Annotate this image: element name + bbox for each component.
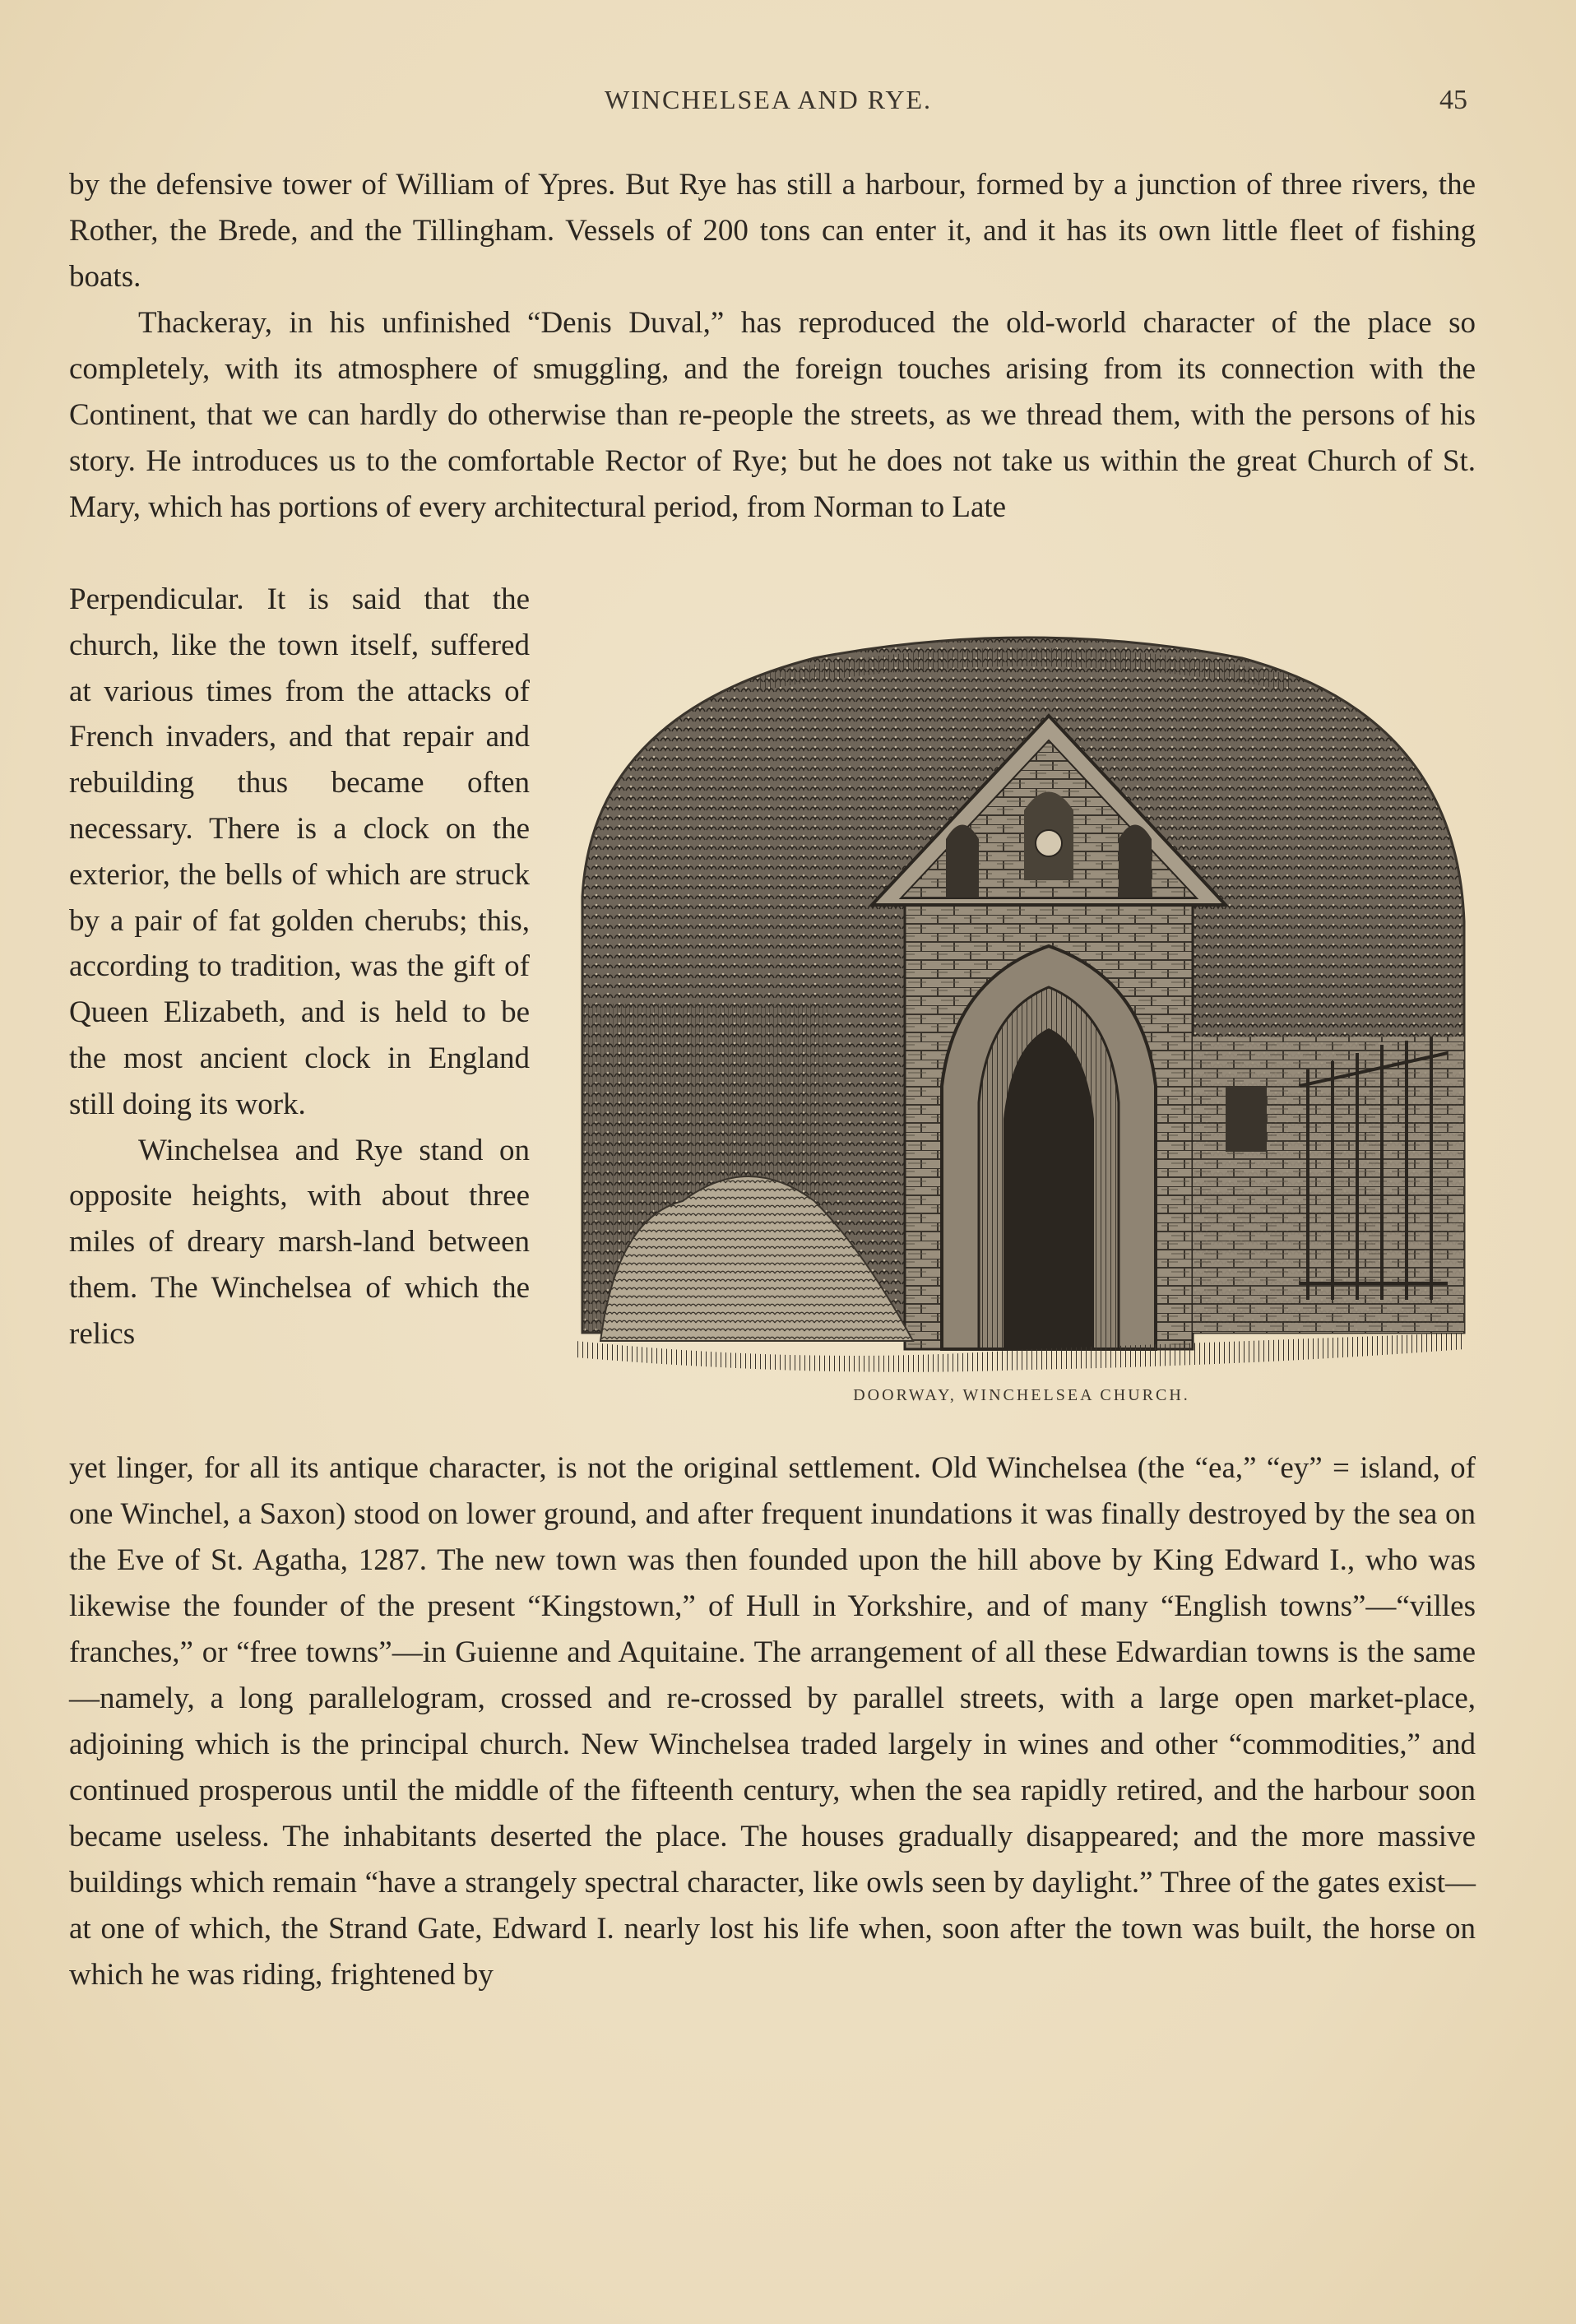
engraving-figure: [568, 625, 1476, 1415]
notice-board: [1226, 1086, 1267, 1152]
body-text-left-column: [69, 577, 530, 1357]
doorway-engraving-illustration: [568, 625, 1476, 1382]
page-header: [69, 85, 1467, 126]
paragraph-rye-harbour: by the defensive tower of William of Ypres. But Rye has still a harbour, formed by a junction of three rivers, the Rother, the Brede, and the Tillingham. Vessels of 200 tons can enter it, and it has its own little fleet of fishing boats.: [69, 168, 1476, 294]
page-number: 45: [1439, 85, 1467, 115]
paragraph-old-winchelsea: yet linger, for all its antique character, is not the original settlement. Old Winchelsea (the “ea,” “ey” = island, of one Winchel, a Saxon) stood on lower ground, and after frequent inundations it was finally destroyed by the sea on the Eve of St. Agatha, 1287. The new town was then founded upon the hill above by King Edward I., who was likewise the founder of the present “Kingstown,” of Hull in Yorkshire, and of many “English towns”—“villes franches,” or “free towns”—in Guienne and Aquitaine. The arrangement of all these Edwardian towns is the same—namely, a long parallelogram, crossed and re-crossed by parallel streets, with a large open market-place, adjoining which is the principal church. New Winchelsea traded largely in wines and other “commodities,” and continued prosperous until the middle of the fifteenth century, when the sea rapidly retired, and the harbour soon became useless. The inhabitants deserted the place. The houses gradually disappeared; and the more massive buildings which remain “have a strangely spectral character, like owls seen by daylight.” Three of the gates exist—at one of which, the Strand Gate, Edward I. nearly lost his life when, soon after the town was built, the horse on which he was riding, frightened by: [69, 1451, 1476, 1992]
figure-caption: DOORWAY, WINCHELSEA CHURCH.: [853, 1386, 1190, 1404]
body-text-bottom: [69, 1445, 1476, 1998]
paragraph-perpendicular: Perpendicular. It is said that the church, like the town itself, suffered at various times from the attacks of French invaders, and that repair and rebuilding thus became often necessary. There is a clock on the exterior, the bells of which are struck by a pair of fat golden cherubs; this, according to tradition, was the gift of Queen Elizabeth, and is held to be the most ancient clock in England still doing its work.: [69, 582, 530, 1121]
paragraph-winchelsea-rye: Winchelsea and Rye stand on opposite heights, with about three miles of dreary marsh-land between them. The Winchelsea of which the relics: [69, 1133, 530, 1351]
body-text-top: [69, 162, 1476, 531]
running-title: WINCHELSEA AND RYE.: [605, 85, 932, 114]
paragraph-thackeray: Thackeray, in his unfinished “Denis Duval,” has reproduced the old-world character of the place so completely, with its atmosphere of smuggling, and the foreign touches arising from its connection with the Continent, that we can hardly do otherwise than re-people the streets, as we thread them, with the persons of his story. He introduces us to the comfortable Rector of Rye; but he does not take us within the great Church of St. Mary, which has portions of every architectural period, from Norman to Late: [69, 306, 1476, 524]
